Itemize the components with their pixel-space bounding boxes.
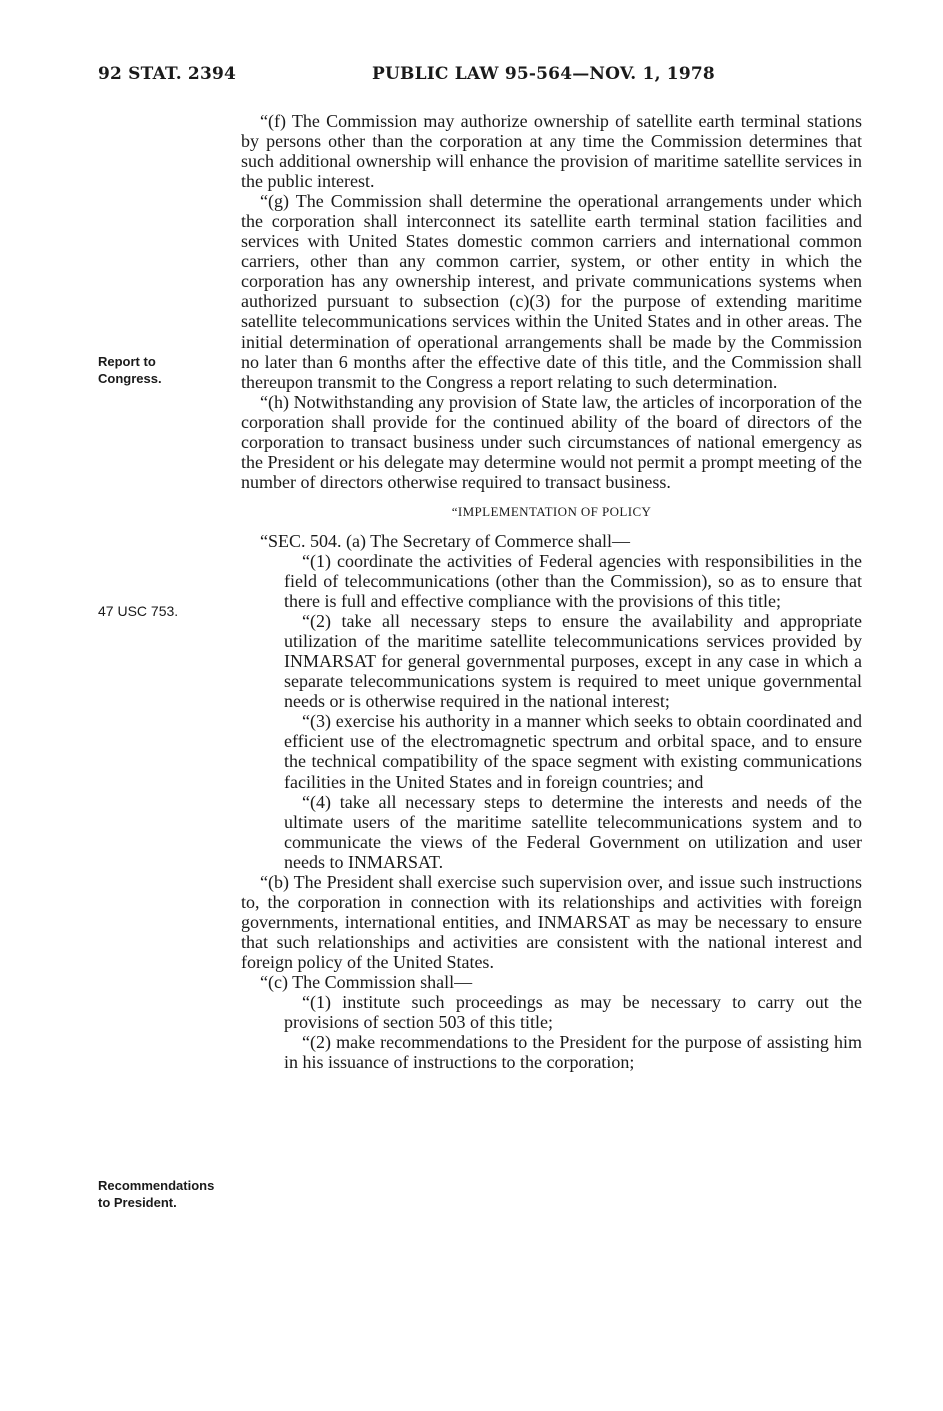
- section-heading: “IMPLEMENTATION OF POLICY: [451, 503, 652, 519]
- subsection-f: “(f) The Commission may authorize ownership of satellite earth terminal stations by persons other than the corporation at any time the Commission determines that such additional ownership will enhance the provision of maritime satellite services in the public interest.: [241, 111, 862, 192]
- section-504-a: “SEC. 504. (a) The Secretary of Commerce shall—: [260, 530, 631, 551]
- stat-reference: 92 STAT. 2394: [98, 64, 237, 84]
- paragraph-a3: “(3) exercise his authority in a manner which seeks to obtain coordinated and efficient use of the electromagnetic spectrum and orbital space, and to ensure the technical compatibility of the space segment with existing communications facilities in the United States and in foreign countries; and: [284, 711, 862, 792]
- paragraph-c2: “(2) make recommendations to the President for the purpose of assisting him in his issuance of instructions to the corporation;: [284, 1032, 862, 1073]
- margin-note-report: Report to Congress.: [98, 354, 162, 386]
- paragraph-a4: “(4) take all necessary steps to determine the interests and needs of the ultimate users of the maritime satellite telecommunications system and to communicate the views of the Federal Government on utilization and user needs to INMARSAT.: [284, 791, 862, 872]
- subsection-h: “(h) Notwithstanding any provision of State law, the articles of incorporation of the corporation shall provide for the continued ability of the board of directors of the corporation to transact business under such circumstances of national emergency as the President or his delegate may determine would not permit a prompt meeting of the number of directors otherwise required to transact business.: [241, 391, 862, 492]
- margin-note-recommendations: Recommendations to President.: [98, 1178, 215, 1210]
- subsection-c: “(c) The Commission shall—: [260, 971, 473, 992]
- law-title: PUBLIC LAW 95-564—NOV. 1, 1978: [372, 64, 715, 84]
- margin-note-usc: 47 USC 753.: [98, 603, 179, 619]
- paragraph-a1: “(1) coordinate the activities of Federal agencies with responsibilities in the field of telecommunications (other than the Commission), so as to ensure that there is full and effective compliance with the provisions of this title;: [284, 550, 862, 612]
- subsection-b: “(b) The President shall exercise such supervision over, and issue such instructions to, the corporation in connection with its relationships and activities with foreign governments, international entities, and INMARSAT as may be necessary to ensure that such relationships and activities are consistent with the national interest and foreign policy of the United States.: [241, 871, 862, 972]
- subsection-g: “(g) The Commission shall determine the operational arrangements under which the corporation shall interconnect its satellite earth terminal station facilities and services with United States domestic common carriers and international common carriers, other than any common carrier, system, or other entity in which the corporation has any ownership interest, and private communications systems when authorized pursuant to subsection (c)(3) for the purpose of extending maritime satellite telecommunications services within the United States and in other areas. The initial determination of operational arrangements shall be made by the Commission no later than 6 months after the effective date of this title, and the Commission shall thereupon transmit to the Congress a report relating to such determination.: [241, 191, 862, 392]
- paragraph-c1: “(1) institute such proceedings as may be necessary to carry out the provisions of section 503 of this title;: [284, 992, 862, 1033]
- statute-body: [241, 111, 862, 1072]
- paragraph-a2: “(2) take all necessary steps to ensure the availability and appropriate utilization of the maritime satellite telecommunications services provided by INMARSAT for general governmental purposes, except in any case in which a separate telecommunications system is required to meet unique governmental needs or is otherwise required in the national interest;: [284, 611, 862, 712]
